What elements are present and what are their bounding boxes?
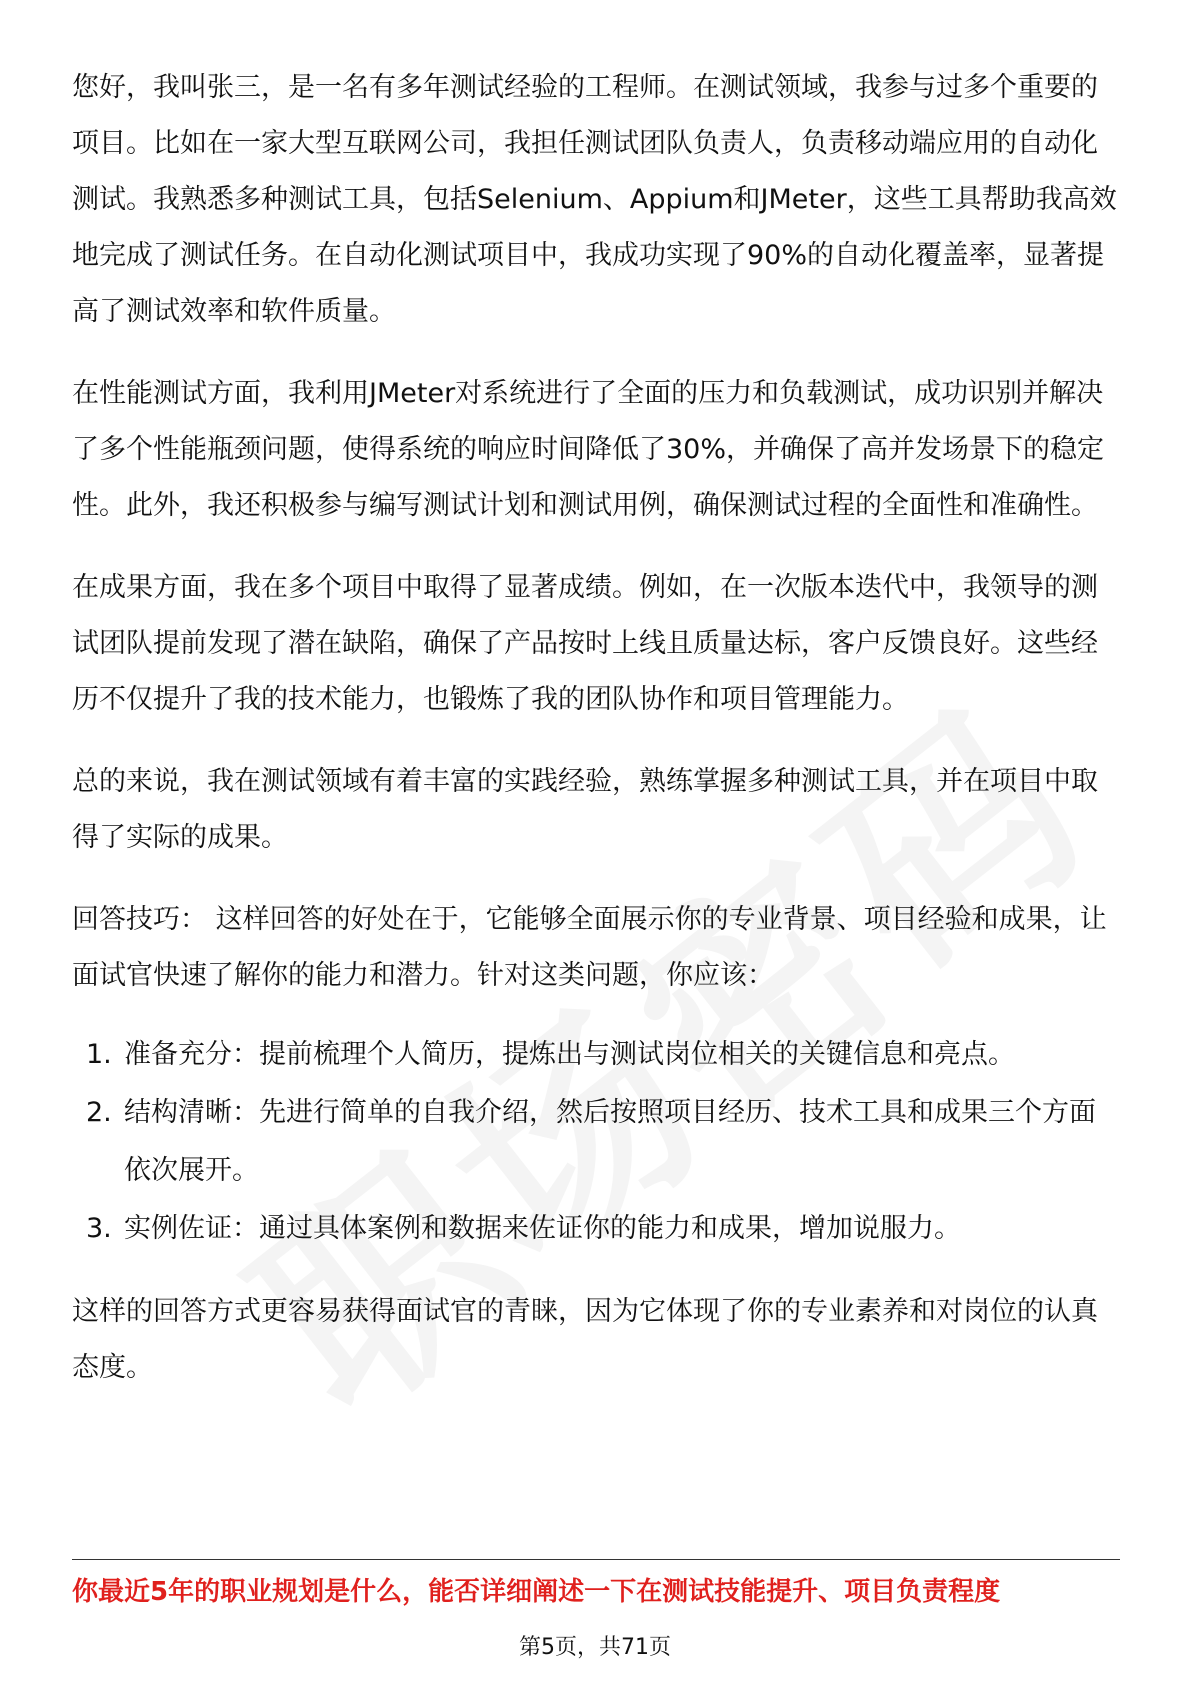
list-number: 3. bbox=[86, 1213, 112, 1244]
list-item bbox=[72, 1084, 1122, 1200]
list-item bbox=[72, 1200, 1122, 1258]
list-text: 准备充分：提前梳理个人简历，提炼出与测试岗位相关的关键信息和亮点。 bbox=[124, 1039, 1015, 1070]
paragraph-performance: 在性能测试方面，我利用JMeter对系统进行了全面的压力和负载测试，成功识别并解决了多个性能瓶颈问题，使得系统的响应时间降低了30%，并确保了高并发场景下的稳定性。此外，我还积极参与编写测试计划和测试用例，确保测试过程的全面性和准确性。 bbox=[72, 378, 1105, 521]
list-number: 2. bbox=[86, 1097, 112, 1128]
list-item bbox=[72, 1026, 1122, 1084]
document-body bbox=[72, 60, 1122, 1396]
paragraph-closing: 这样的回答方式更容易获得面试官的青睐，因为它体现了你的专业素养和对岗位的认真态度。 bbox=[72, 1296, 1098, 1383]
paragraph-tips-intro: 回答技巧： 这样回答的好处在于，它能够全面展示你的专业背景、项目经验和成果，让面试官快速了解你的能力和潜力。针对这类问题，你应该： bbox=[72, 904, 1107, 991]
tips-list bbox=[72, 1026, 1122, 1258]
paragraph-summary: 总的来说，我在测试领域有着丰富的实践经验，熟练掌握多种测试工具，并在项目中取得了实际的成果。 bbox=[72, 766, 1098, 853]
paragraph-results: 在成果方面，我在多个项目中取得了显著成绩。例如，在一次版本迭代中，我领导的测试团队提前发现了潜在缺陷，确保了产品按时上线且质量达标，客户反馈良好。这些经历不仅提升了我的技术能力，也锻炼了我的团队协作和项目管理能力。 bbox=[72, 572, 1098, 715]
list-text: 实例佐证：通过具体案例和数据来佐证你的能力和成果，增加说服力。 bbox=[124, 1213, 961, 1244]
list-text: 结构清晰：先进行简单的自我介绍，然后按照项目经历、技术工具和成果三个方面依次展开。 bbox=[124, 1097, 1096, 1186]
page-number: 第5页，共71页 bbox=[519, 1635, 671, 1660]
paragraph-intro: 您好，我叫张三，是一名有多年测试经验的工程师。在测试领域，我参与过多个重要的项目。比如在一家大型互联网公司，我担任测试团队负责人，负责移动端应用的自动化测试。我熟悉多种测试工具，包括Selenium、Appium和JMeter，这些工具帮助我高效地完成了测试任务。在自动化测试项目中，我成功实现了90%的自动化覆盖率，显著提高了测试效率和软件质量。 bbox=[72, 72, 1117, 327]
next-question-heading: 你最近5年的职业规划是什么，能否详细阐述一下在测试技能提升、项目负责程度 bbox=[72, 1577, 1001, 1607]
section-divider bbox=[72, 1559, 1120, 1560]
list-number: 1. bbox=[86, 1039, 112, 1070]
